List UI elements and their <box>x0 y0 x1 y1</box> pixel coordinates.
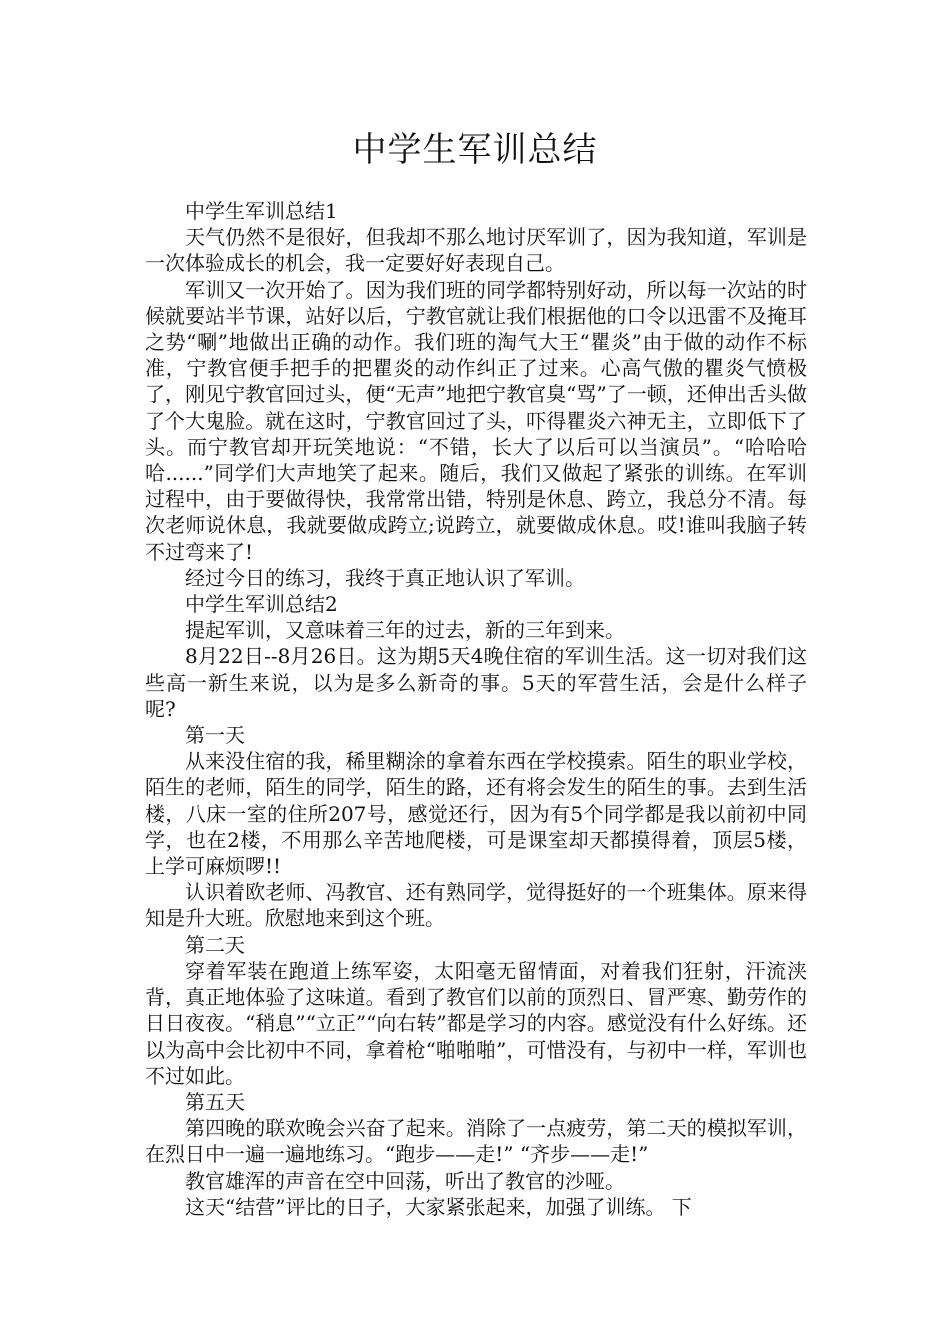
day-heading: 第一天 <box>185 723 245 748</box>
document-title: 中学生军训总结 <box>352 130 598 170</box>
paragraph: 军训又一次开始了。因为我们班的同学都特别好动，所以每一次站的时候就要站半节课，站好以后，宁教官就让我们根据他的口令以迅雷不及掩耳之势“唰”地做出正确的动作。我们班的淘气大王“瞿炎”由于做的动作不标准，宁教官便手把手的把瞿炎的动作纠正了过来。心高气傲的瞿炎气愤极了，刚见宁教官回过头，便“无声”地把宁教官臭“骂”了一顿，还伸出舌头做了个大鬼脸。就在这时，宁教官回过了头，吓得瞿炎六神无主，立即低下了头。而宁教官却开玩笑地说：“不错，长大了以后可以当演员”。“哈哈哈哈......”同学们大声地笑了起来。随后，我们又做起了紧张的训练。在军训过程中，由于要做得快，我常常出错，特别是休息、跨立，我总分不清。每次老师说休息，我就要做成跨立;说跨立，就要做成休息。哎!谁叫我脑子转不过弯来了! <box>145 277 807 564</box>
day-heading: 第五天 <box>185 1089 245 1114</box>
paragraph: 经过今日的练习，我终于真正地认识了军训。 <box>185 565 585 590</box>
paragraph: 天气仍然不是很好，但我却不那么地讨厌军训了，因为我知道，军训是一次体验成长的机会，我一定要好好表现自己。 <box>145 225 807 276</box>
paragraph: 从来没住宿的我，稀里糊涂的拿着东西在学校摸索。陌生的职业学校，陌生的老师，陌生的同学，陌生的路，还有将会发生的陌生的事。去到生活楼，八床一室的住所207号，感觉还行，因为有5个同学都是我以前初中同学，也在2楼，不用那么辛苦地爬楼，可是课室却天都摸得着，顶层5楼，上学可麻烦啰!! <box>145 749 807 879</box>
paragraph: 教官雄浑的声音在空中回荡，听出了教官的沙哑。 <box>185 1168 625 1193</box>
paragraph: 这天“结营”评比的日子，大家紧张起来，加强了训练。 下 <box>185 1194 692 1219</box>
document-body <box>145 198 807 1220</box>
day-heading: 第二天 <box>185 932 245 957</box>
paragraph: 8月22日--8月26日。这为期5天4晚住宿的军训生活。这一切对我们这些高一新生来说，以为是多么新奇的事。5天的军营生活，会是什么样子呢? <box>145 644 807 721</box>
paragraph: 穿着军装在跑道上练军姿，太阳毫无留情面，对着我们狂射，汗流浃背，真正地体验了这味道。看到了教官们以前的顶烈日、冒严寒、勤劳作的日日夜夜。“稍息”“立正”“向右转”都是学习的内容。感觉没有什么好练。还以为高中会比初中不同，拿着枪“啪啪啪”，可惜没有，与初中一样，军训也不过如此。 <box>145 958 807 1088</box>
section-heading: 中学生军训总结1 <box>185 199 338 223</box>
paragraph: 第四晚的联欢晚会兴奋了起来。消除了一点疲劳，第二天的模拟军训，在烈日中一遍一遍地练习。“跑步——走!” “齐步——走!” <box>145 1116 807 1167</box>
paragraph: 认识着欧老师、冯教官、还有熟同学，觉得挺好的一个班集体。原来得知是升大班。欣慰地来到这个班。 <box>145 880 807 931</box>
paragraph: 提起军训，又意味着三年的过去，新的三年到来。 <box>185 618 625 643</box>
section-heading: 中学生军训总结2 <box>185 592 338 617</box>
